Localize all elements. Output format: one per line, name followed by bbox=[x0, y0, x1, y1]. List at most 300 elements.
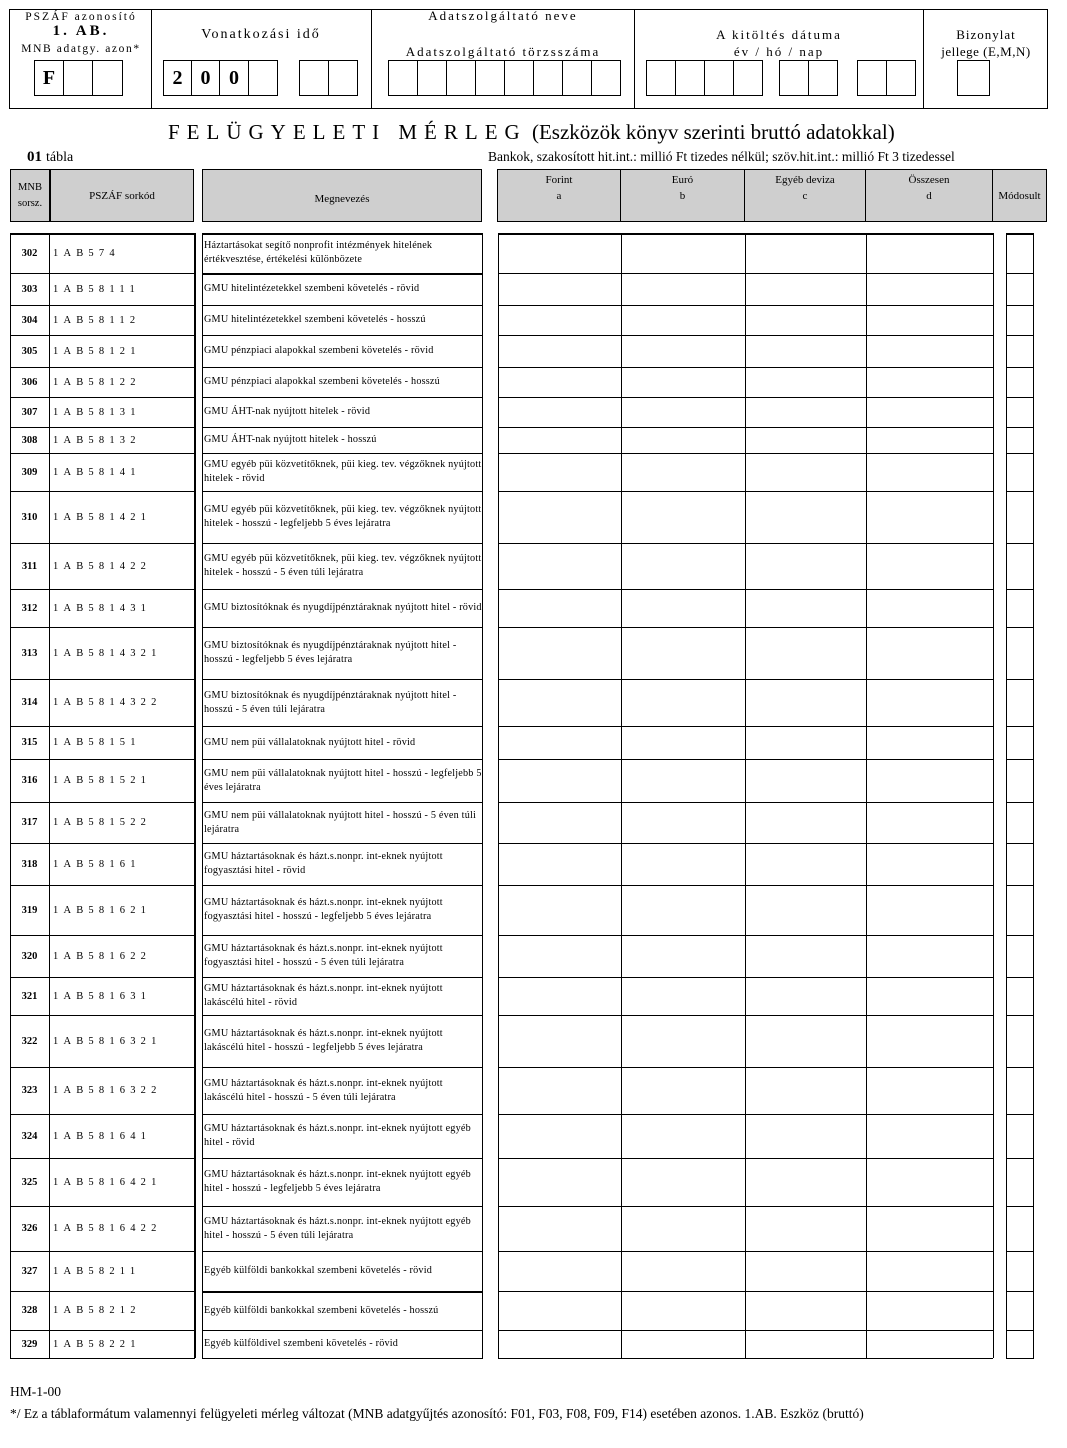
doc-type-sub: jellege (E,M,N) bbox=[941, 44, 1031, 59]
row-code: 1AB581621 bbox=[53, 904, 152, 916]
row-number: 312 bbox=[21, 602, 38, 614]
col-other-letter: c bbox=[802, 190, 808, 202]
value-cell-mod[interactable] bbox=[1007, 306, 1033, 335]
fill-date-cell[interactable] bbox=[886, 60, 916, 96]
mnb-cell[interactable] bbox=[63, 60, 93, 96]
row-code: 1AB58131 bbox=[53, 406, 141, 418]
page-title bbox=[168, 120, 895, 145]
table-word: tábla bbox=[46, 150, 74, 165]
row-code: 1AB58212 bbox=[53, 1305, 141, 1316]
value-cell-euro[interactable] bbox=[622, 454, 745, 491]
provider-reg-cell[interactable] bbox=[533, 60, 563, 96]
value-cell-other[interactable] bbox=[746, 428, 866, 453]
value-cell-mod[interactable] bbox=[1007, 1068, 1033, 1114]
value-cell-mod[interactable] bbox=[1007, 727, 1033, 759]
row-code: 1AB581521 bbox=[53, 775, 152, 786]
value-cell-euro[interactable] bbox=[622, 1115, 745, 1158]
value-cell-mod[interactable] bbox=[1007, 760, 1033, 802]
row-number: 318 bbox=[21, 858, 38, 870]
ref-cell[interactable] bbox=[328, 60, 358, 96]
value-cell-other[interactable] bbox=[746, 628, 866, 679]
value-cell-total[interactable] bbox=[867, 628, 993, 679]
footer-code: HM-1-00 bbox=[10, 1384, 61, 1399]
col-euro-header bbox=[620, 169, 745, 222]
value-cell-total[interactable] bbox=[867, 544, 993, 589]
value-cell-total[interactable] bbox=[867, 428, 993, 453]
value-cell-mod[interactable] bbox=[1007, 336, 1033, 367]
value-cell-total[interactable] bbox=[867, 1115, 993, 1158]
value-cell-mod[interactable] bbox=[1007, 544, 1033, 589]
row-number: 317 bbox=[21, 817, 38, 828]
value-cell-other[interactable] bbox=[746, 336, 866, 367]
value-cell-forint[interactable] bbox=[499, 727, 621, 759]
value-cell-mod[interactable] bbox=[1007, 680, 1033, 726]
value-cell-euro[interactable] bbox=[622, 1207, 745, 1251]
table-no: 01 bbox=[27, 149, 42, 165]
value-cell-total[interactable] bbox=[867, 803, 993, 843]
value-cell-forint[interactable] bbox=[499, 803, 621, 843]
value-cell-forint[interactable] bbox=[499, 544, 621, 589]
value-cell-forint[interactable] bbox=[499, 492, 621, 543]
ref-cell[interactable] bbox=[299, 60, 329, 96]
grid-line bbox=[202, 233, 203, 1358]
header-divider bbox=[151, 9, 152, 109]
row-number: 322 bbox=[21, 1035, 38, 1047]
value-cell-forint[interactable] bbox=[499, 760, 621, 802]
value-cell-euro[interactable] bbox=[622, 274, 745, 305]
grid-line bbox=[482, 233, 483, 1358]
col-pszaf-header bbox=[50, 169, 194, 222]
row-name: GMU biztosítóknak és nyugdíjpénztáraknak nyújtott hitel - hosszú - legfeljebb 5 éves lejáratra bbox=[204, 640, 457, 665]
col-mod-header bbox=[992, 169, 1047, 222]
header-divider bbox=[923, 9, 924, 109]
row-number: 324 bbox=[21, 1130, 38, 1142]
row-code: 1AB581422 bbox=[53, 560, 152, 572]
value-cell-other[interactable] bbox=[746, 306, 866, 335]
value-cell-euro[interactable] bbox=[622, 936, 745, 977]
value-cell-other[interactable] bbox=[746, 886, 866, 935]
footer-note-text: */ Ez a táblaformátum valamennyi felügyeleti mérleg változat (MNB adatgyűjtés azonosító: F01, F03, F08, F09, F14) esetében azonos. bbox=[10, 1406, 742, 1421]
row-code: 1AB581622 bbox=[53, 950, 152, 962]
row-separator bbox=[498, 1358, 993, 1359]
col-mnb-line1: MNB bbox=[18, 181, 42, 193]
value-cell-euro[interactable] bbox=[622, 336, 745, 367]
grid-line bbox=[993, 233, 994, 1358]
col-pszaf-label: PSZÁF sorkód bbox=[89, 189, 155, 202]
value-cell-other[interactable] bbox=[746, 274, 866, 305]
row-name: GMU hitelintézetekkel szembeni követelés - hosszú bbox=[204, 314, 426, 325]
value-cell-other[interactable] bbox=[746, 1016, 866, 1067]
value-cell-other[interactable] bbox=[746, 454, 866, 491]
col-other-label: Egyéb deviza bbox=[775, 174, 835, 186]
row-code: 1AB581631 bbox=[53, 990, 152, 1002]
value-cell-euro[interactable] bbox=[622, 978, 745, 1015]
value-cell-forint[interactable] bbox=[499, 428, 621, 453]
header-divider bbox=[634, 9, 635, 109]
row-name: GMU hitelintézetekkel szembeni követelés - rövid bbox=[204, 283, 420, 294]
row-code: 1AB581431 bbox=[53, 602, 152, 614]
row-separator bbox=[10, 1358, 195, 1359]
value-cell-euro[interactable] bbox=[622, 1252, 745, 1291]
value-cell-euro[interactable] bbox=[622, 628, 745, 679]
value-cell-euro[interactable] bbox=[622, 1331, 745, 1358]
value-cell-forint[interactable] bbox=[499, 1207, 621, 1251]
row-name: GMU egyéb püi közvetítőknek, püi kieg. tev. végzőknek nyújtott hitelek - hosszú - 5 éven túli lejáratra bbox=[204, 553, 482, 578]
value-cell-euro[interactable] bbox=[622, 727, 745, 759]
value-cell-total[interactable] bbox=[867, 727, 993, 759]
col-total-header bbox=[865, 169, 993, 222]
provider-name-label: Adatszolgáltató neve bbox=[428, 8, 578, 23]
value-cell-other[interactable] bbox=[746, 1207, 866, 1251]
units-note: Bankok, szakosított hit.int.: millió Ft tizedes nélkül; szöv.hit.int.: millió Ft 3 tizedessel bbox=[488, 149, 955, 164]
row-code: 1AB5814322 bbox=[53, 697, 162, 708]
value-cell-mod[interactable] bbox=[1007, 274, 1033, 305]
col-forint-label: Forint bbox=[545, 174, 573, 186]
col-euro-letter: b bbox=[679, 190, 686, 202]
row-number: 306 bbox=[21, 376, 38, 388]
row-code: 1AB58141 bbox=[53, 466, 141, 478]
table-number bbox=[27, 148, 73, 166]
value-cell-forint[interactable] bbox=[499, 306, 621, 335]
value-cell-other[interactable] bbox=[746, 727, 866, 759]
value-cell-other[interactable] bbox=[746, 978, 866, 1015]
row-number: 319 bbox=[21, 904, 38, 916]
value-cell-euro[interactable] bbox=[622, 428, 745, 453]
col-total-label: Összesen bbox=[908, 174, 950, 186]
value-cell-forint[interactable] bbox=[499, 936, 621, 977]
value-cell-euro[interactable] bbox=[622, 1016, 745, 1067]
row-name: GMU pénzpiaci alapokkal szembeni követelés - rövid bbox=[204, 345, 434, 356]
fill-date-sub: év / hó / nap bbox=[733, 44, 825, 59]
value-cell-total[interactable] bbox=[867, 1207, 993, 1251]
value-cell-other[interactable] bbox=[746, 590, 866, 627]
value-cell-mod[interactable] bbox=[1007, 628, 1033, 679]
row-name: GMU nem püi vállalatoknak nyújtott hitel - hosszú - 5 éven túli lejáratra bbox=[204, 809, 477, 835]
value-cell-total[interactable] bbox=[867, 1292, 993, 1330]
value-cell-mod[interactable] bbox=[1007, 1292, 1033, 1330]
col-forint-letter: a bbox=[556, 190, 562, 202]
value-cell-mod[interactable] bbox=[1007, 428, 1033, 453]
value-cell-euro[interactable] bbox=[622, 234, 745, 273]
value-cell-euro[interactable] bbox=[622, 680, 745, 726]
row-number: 323 bbox=[21, 1085, 38, 1096]
col-other-header bbox=[744, 169, 866, 222]
row-separator bbox=[202, 1358, 483, 1359]
grid-line bbox=[49, 233, 50, 1358]
value-cell-euro[interactable] bbox=[622, 544, 745, 589]
row-number: 321 bbox=[21, 990, 38, 1002]
value-cell-other[interactable] bbox=[746, 1115, 866, 1158]
row-code: 1AB5814321 bbox=[53, 647, 162, 659]
value-cell-forint[interactable] bbox=[499, 454, 621, 491]
row-number: 309 bbox=[21, 466, 38, 478]
row-number: 308 bbox=[21, 434, 38, 446]
value-cell-total[interactable] bbox=[867, 1252, 993, 1291]
col-total-letter: d bbox=[926, 190, 932, 202]
row-name: Egyéb külföldivel szembeni követelés - rövid bbox=[204, 1338, 399, 1349]
value-cell-total[interactable] bbox=[867, 336, 993, 367]
fill-date-cell[interactable] bbox=[779, 60, 809, 96]
col-name-header bbox=[202, 169, 482, 222]
value-cell-forint[interactable] bbox=[499, 680, 621, 726]
grid-line bbox=[195, 233, 196, 1358]
provider-reg-cell[interactable] bbox=[504, 60, 534, 96]
row-code: 1AB58221 bbox=[53, 1338, 141, 1350]
fill-date-label: A kitöltés dátuma bbox=[716, 27, 842, 42]
value-cell-euro[interactable] bbox=[622, 844, 745, 885]
row-code: 1AB58112 bbox=[53, 314, 141, 326]
fill-date-cell[interactable] bbox=[857, 60, 887, 96]
value-cell-forint[interactable] bbox=[499, 590, 621, 627]
value-cell-forint[interactable] bbox=[499, 978, 621, 1015]
value-cell-forint[interactable] bbox=[499, 1331, 621, 1358]
value-cell-other[interactable] bbox=[746, 492, 866, 543]
value-cell-other[interactable] bbox=[746, 760, 866, 802]
row-name: Háztartásokat segítő nonprofit intézmények hitelének értékvesztése, értékelési különbözete bbox=[204, 240, 433, 265]
value-cell-total[interactable] bbox=[867, 274, 993, 305]
value-cell-total[interactable] bbox=[867, 978, 993, 1015]
row-code: 1AB58121 bbox=[53, 345, 141, 357]
row-number: 314 bbox=[21, 697, 38, 708]
fill-date-cell[interactable] bbox=[808, 60, 838, 96]
row-number: 307 bbox=[21, 406, 38, 418]
value-cell-other[interactable] bbox=[746, 1159, 866, 1206]
row-number: 325 bbox=[21, 1176, 38, 1188]
row-number: 304 bbox=[21, 314, 38, 326]
row-name: GMU egyéb püi közvetítőknek, püi kieg. tev. végzőknek nyújtott hitelek - hosszú - legfeljebb 5 éves lejáratra bbox=[204, 504, 482, 529]
row-name: Egyéb külföldi bankokkal szembeni követelés - rövid bbox=[204, 1265, 433, 1276]
col-mnb-header bbox=[10, 169, 50, 222]
grid-line bbox=[1033, 233, 1034, 1358]
row-name: GMU háztartásoknak és házt.s.nonpr. int-eknek nyújtott lakáscélú hitel - hosszú - 5 éven túli lejáratra bbox=[204, 1077, 443, 1103]
row-code: 1AB58161 bbox=[53, 858, 141, 870]
row-name: GMU egyéb püi közvetítőknek, püi kieg. tev. végzőknek nyújtott hitelek - rövid bbox=[204, 459, 482, 484]
value-cell-euro[interactable] bbox=[622, 886, 745, 935]
value-cell-euro[interactable] bbox=[622, 1159, 745, 1206]
value-cell-forint[interactable] bbox=[499, 234, 621, 273]
value-cell-euro[interactable] bbox=[622, 760, 745, 802]
row-code: 1AB58111 bbox=[53, 283, 140, 295]
value-cell-other[interactable] bbox=[746, 936, 866, 977]
value-cell-forint[interactable] bbox=[499, 886, 621, 935]
value-cell-other[interactable] bbox=[746, 1331, 866, 1358]
value-cell-forint[interactable] bbox=[499, 1115, 621, 1158]
footer-right-text: 1.AB. Eszköz (bruttó) bbox=[744, 1406, 864, 1421]
row-number: 329 bbox=[21, 1338, 38, 1350]
value-cell-euro[interactable] bbox=[622, 492, 745, 543]
value-cell-other[interactable] bbox=[746, 398, 866, 427]
row-number: 326 bbox=[21, 1223, 38, 1234]
value-cell-forint[interactable] bbox=[499, 1292, 621, 1330]
ref-cell[interactable] bbox=[248, 60, 278, 96]
value-cell-forint[interactable] bbox=[499, 1252, 621, 1291]
value-cell-euro[interactable] bbox=[622, 368, 745, 397]
value-cell-mod[interactable] bbox=[1007, 590, 1033, 627]
row-name: GMU pénzpiaci alapokkal szembeni követelés - hosszú bbox=[204, 376, 440, 387]
header-divider bbox=[371, 9, 372, 109]
value-cell-forint[interactable] bbox=[499, 1068, 621, 1114]
value-cell-total[interactable] bbox=[867, 590, 993, 627]
row-number: 302 bbox=[21, 247, 38, 259]
row-code: 1AB5816321 bbox=[53, 1035, 162, 1047]
provider-reg-cell[interactable] bbox=[388, 60, 418, 96]
value-cell-euro[interactable] bbox=[622, 1292, 745, 1330]
value-cell-forint[interactable] bbox=[499, 274, 621, 305]
row-name: GMU háztartásoknak és házt.s.nonpr. int-eknek nyújtott lakáscélú hitel - rövid bbox=[204, 983, 443, 1008]
row-name: GMU háztartásoknak és házt.s.nonpr. int-eknek nyújtott egyéb hitel - hosszú - legfeljebb 5 éves lejáratra bbox=[204, 1169, 471, 1194]
title-paren: (Eszközök könyv szerinti bruttó adatokkal) bbox=[531, 120, 895, 144]
fill-date-cell[interactable] bbox=[646, 60, 676, 96]
provider-reg-label: Adatszolgáltató törzsszáma bbox=[405, 44, 601, 59]
mnb-label: MNB adatgy. azon* bbox=[21, 43, 141, 55]
row-code: 1AB581522 bbox=[53, 817, 152, 828]
value-cell-forint[interactable] bbox=[499, 628, 621, 679]
row-number: 303 bbox=[21, 283, 38, 295]
value-cell-total[interactable] bbox=[867, 1331, 993, 1358]
col-mod-label: Módosult bbox=[998, 189, 1041, 202]
row-name: GMU nem püi vállalatoknak nyújtott hitel - hosszú - legfeljebb 5 éves lejáratra bbox=[204, 767, 482, 793]
provider-reg-cell[interactable] bbox=[562, 60, 592, 96]
ref-cell[interactable]: 0 bbox=[191, 60, 220, 96]
value-cell-forint[interactable] bbox=[499, 1159, 621, 1206]
provider-reg-cell[interactable] bbox=[591, 60, 621, 96]
value-cell-forint[interactable] bbox=[499, 398, 621, 427]
row-code: 1AB581641 bbox=[53, 1130, 152, 1142]
value-cell-total[interactable] bbox=[867, 306, 993, 335]
row-code: 1AB58122 bbox=[53, 376, 141, 388]
fill-date-cell[interactable] bbox=[704, 60, 734, 96]
fill-date-cell[interactable] bbox=[733, 60, 763, 96]
row-code: 1AB581421 bbox=[53, 511, 152, 523]
row-code: 1AB5816322 bbox=[53, 1085, 162, 1096]
row-name: GMU nem püi vállalatoknak nyújtott hitel - rövid bbox=[204, 736, 416, 748]
value-cell-other[interactable] bbox=[746, 234, 866, 273]
value-cell-mod[interactable] bbox=[1007, 803, 1033, 843]
value-cell-other[interactable] bbox=[746, 680, 866, 726]
provider-reg-cell[interactable] bbox=[446, 60, 476, 96]
value-cell-mod[interactable] bbox=[1007, 978, 1033, 1015]
value-cell-mod[interactable] bbox=[1007, 1331, 1033, 1358]
value-cell-total[interactable] bbox=[867, 492, 993, 543]
row-name: Egyéb külföldi bankokkal szembeni követelés - hosszú bbox=[204, 1304, 439, 1316]
doc-type-cell[interactable] bbox=[957, 60, 990, 96]
mnb-cell[interactable]: F bbox=[34, 60, 64, 96]
value-cell-forint[interactable] bbox=[499, 368, 621, 397]
row-separator bbox=[1006, 1358, 1034, 1359]
value-cell-other[interactable] bbox=[746, 1068, 866, 1114]
mnb-cell[interactable] bbox=[92, 60, 123, 96]
value-cell-total[interactable] bbox=[867, 844, 993, 885]
row-number: 327 bbox=[21, 1265, 38, 1277]
title-main: FELÜGYELETI MÉRLEG bbox=[168, 120, 527, 144]
row-name: GMU biztosítóknak és nyugdíjpénztáraknak nyújtott hitel - rövid bbox=[204, 602, 482, 613]
row-number: 313 bbox=[21, 647, 38, 659]
value-cell-other[interactable] bbox=[746, 1292, 866, 1330]
row-code: 1AB574 bbox=[53, 247, 120, 259]
row-name: GMU háztartásoknak és házt.s.nonpr. int-eknek nyújtott egyéb hitel - hosszú - 5 éven túli lejáratra bbox=[204, 1215, 471, 1241]
value-cell-total[interactable] bbox=[867, 760, 993, 802]
value-cell-total[interactable] bbox=[867, 368, 993, 397]
value-cell-mod[interactable] bbox=[1007, 398, 1033, 427]
row-number: 311 bbox=[21, 560, 38, 572]
row-number: 320 bbox=[21, 950, 38, 962]
col-euro-label: Euró bbox=[671, 174, 694, 186]
value-cell-euro[interactable] bbox=[622, 1068, 745, 1114]
row-name: GMU ÁHT-nak nyújtott hitelek - hosszú bbox=[204, 434, 377, 445]
row-number: 328 bbox=[21, 1305, 38, 1316]
value-cell-mod[interactable] bbox=[1007, 368, 1033, 397]
ref-label: Vonatkozási idő bbox=[201, 27, 321, 42]
value-cell-total[interactable] bbox=[867, 1159, 993, 1206]
row-number: 310 bbox=[21, 511, 38, 523]
row-number: 316 bbox=[21, 775, 38, 786]
value-cell-total[interactable] bbox=[867, 680, 993, 726]
value-cell-total[interactable] bbox=[867, 234, 993, 273]
row-number: 315 bbox=[21, 737, 38, 748]
value-cell-mod[interactable] bbox=[1007, 454, 1033, 491]
pszaf-label: PSZÁF azonosító bbox=[25, 11, 137, 23]
ref-cell[interactable]: 2 bbox=[163, 60, 192, 96]
footer-note bbox=[10, 1406, 864, 1422]
value-cell-mod[interactable] bbox=[1007, 234, 1033, 273]
row-code: 1AB58211 bbox=[53, 1265, 141, 1277]
value-cell-forint[interactable] bbox=[499, 336, 621, 367]
row-name: GMU biztosítóknak és nyugdíjpénztáraknak nyújtott hitel - hosszú - 5 éven túli lejáratra bbox=[204, 689, 457, 715]
value-cell-forint[interactable] bbox=[499, 844, 621, 885]
value-cell-other[interactable] bbox=[746, 844, 866, 885]
row-code: 1AB58132 bbox=[53, 434, 141, 446]
col-name-label: Megnevezés bbox=[314, 192, 370, 205]
value-cell-other[interactable] bbox=[746, 803, 866, 843]
value-cell-mod[interactable] bbox=[1007, 844, 1033, 885]
value-cell-other[interactable] bbox=[746, 368, 866, 397]
value-cell-mod[interactable] bbox=[1007, 1115, 1033, 1158]
fill-date-cell[interactable] bbox=[675, 60, 705, 96]
value-cell-total[interactable] bbox=[867, 886, 993, 935]
value-cell-mod[interactable] bbox=[1007, 936, 1033, 977]
value-cell-euro[interactable] bbox=[622, 803, 745, 843]
value-cell-forint[interactable] bbox=[499, 1016, 621, 1067]
value-cell-total[interactable] bbox=[867, 398, 993, 427]
row-name: GMU ÁHT-nak nyújtott hitelek - rövid bbox=[204, 406, 371, 417]
provider-reg-cell[interactable] bbox=[417, 60, 447, 96]
value-cell-mod[interactable] bbox=[1007, 1252, 1033, 1291]
value-cell-total[interactable] bbox=[867, 1016, 993, 1067]
value-cell-euro[interactable] bbox=[622, 306, 745, 335]
col-forint-header bbox=[497, 169, 621, 222]
value-cell-mod[interactable] bbox=[1007, 1016, 1033, 1067]
value-cell-euro[interactable] bbox=[622, 398, 745, 427]
row-name: GMU háztartásoknak és házt.s.nonpr. int-eknek nyújtott egyéb hitel - rövid bbox=[204, 1123, 471, 1148]
value-cell-total[interactable] bbox=[867, 936, 993, 977]
provider-reg-cell[interactable] bbox=[475, 60, 505, 96]
value-cell-mod[interactable] bbox=[1007, 1159, 1033, 1206]
row-name: GMU háztartásoknak és házt.s.nonpr. int-eknek nyújtott fogyasztási hitel - hosszú - legfeljebb 5 éves lejáratra bbox=[204, 897, 443, 922]
value-cell-mod[interactable] bbox=[1007, 1207, 1033, 1251]
value-cell-total[interactable] bbox=[867, 454, 993, 491]
value-cell-mod[interactable] bbox=[1007, 492, 1033, 543]
row-number: 305 bbox=[21, 345, 38, 357]
value-cell-total[interactable] bbox=[867, 1068, 993, 1114]
form-id: 1. AB. bbox=[52, 23, 110, 39]
ref-cell[interactable]: 0 bbox=[219, 60, 249, 96]
value-cell-other[interactable] bbox=[746, 1252, 866, 1291]
value-cell-other[interactable] bbox=[746, 544, 866, 589]
value-cell-euro[interactable] bbox=[622, 590, 745, 627]
row-code: 1AB5816422 bbox=[53, 1223, 162, 1234]
value-cell-mod[interactable] bbox=[1007, 886, 1033, 935]
row-code: 1AB5816421 bbox=[53, 1176, 162, 1188]
